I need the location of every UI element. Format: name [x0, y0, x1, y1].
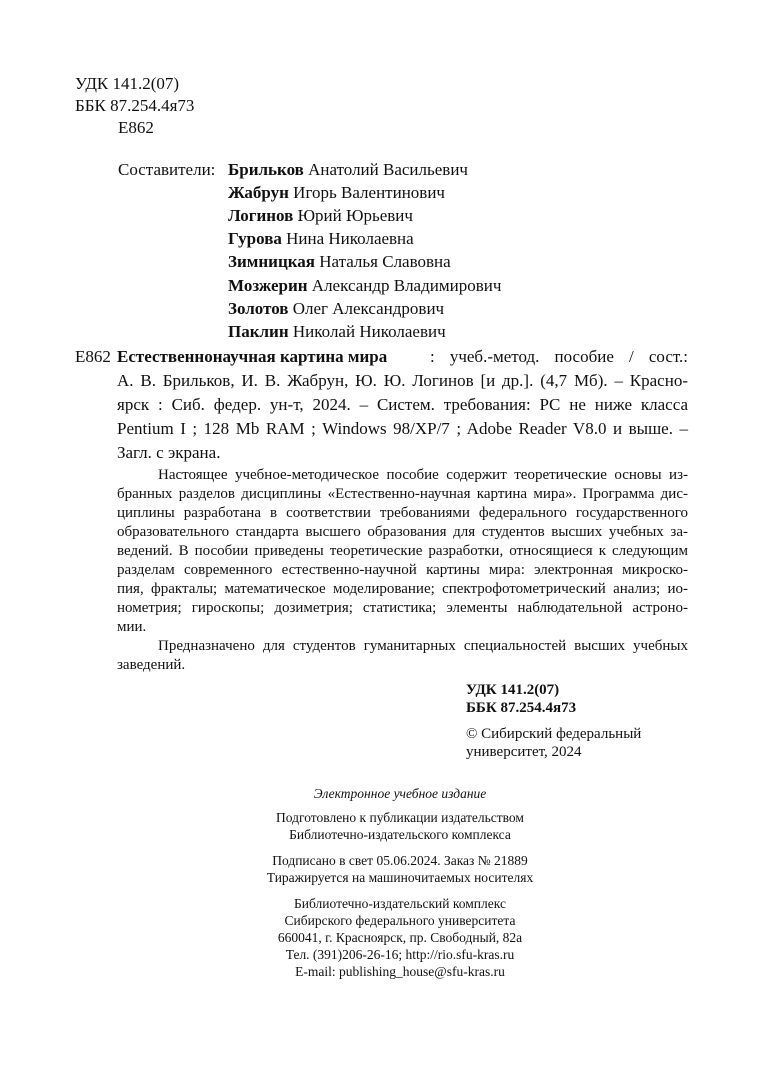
biblio-code: Е862: [75, 347, 111, 366]
udk: УДК 141.2(07): [75, 74, 180, 93]
compiler-name: Олег Александрович: [292, 298, 445, 318]
author-code: Е862: [118, 118, 154, 137]
compiler: [228, 206, 413, 226]
biblio-title: [117, 347, 387, 367]
abstract-line: пия, фракталы; математическое моделирование; спектрофотометрический анализ; ио-: [117, 581, 688, 597]
udk-bottom: УДК 141.2(07): [466, 682, 560, 698]
imprint-line: Библиотечно-издательский комплекс: [294, 896, 506, 911]
edition-type: Электронное учебное издание: [313, 786, 487, 801]
imprint-line: E-mail: publishing_house@sfu-kras.ru: [295, 964, 505, 979]
compiler-surname: Гурова: [228, 229, 282, 249]
abstract-line: ведений. В пособии приведены теоретические разработки, относящиеся к следующим: [117, 543, 688, 559]
copyright: университет, 2024: [466, 744, 582, 760]
compiler-name: Александр Владимирович: [311, 275, 502, 295]
compiler-name: Юрий Юрьевич: [297, 206, 413, 226]
compiler-surname: Мозжерин: [228, 275, 308, 295]
bbk: ББК 87.254.4я73: [75, 96, 195, 115]
biblio-line: Pentium I ; 128 Mb RAM ; Windows 98/XP/7 ; Adobe Reader V8.0 и выше. –: [117, 419, 688, 438]
biblio-line: : учеб.-метод. пособие / сост.:: [430, 347, 688, 366]
abstract-line: Предназначено для студентов гуманитарных специальностей высших учебных: [158, 638, 688, 654]
compiler-name: Анатолий Васильевич: [308, 160, 468, 179]
abstract-line: бранных разделов дисциплины «Естественно-научная картина мира». Программа дис-: [117, 486, 688, 502]
compiler: [228, 160, 468, 180]
bbk-bottom: ББК 87.254.4я73: [466, 700, 577, 716]
compiler: [228, 183, 445, 203]
imprint-line: Подготовлено к публикации издательством: [276, 810, 524, 825]
imprint-line: Тел. (391)206-26-16; http://rio.sfu-kras.ru: [285, 947, 515, 962]
compiler-surname: Логинов: [228, 206, 294, 226]
compiler: [228, 252, 451, 272]
compilers-label: Составители:: [118, 160, 216, 179]
compiler: [228, 299, 444, 319]
compiler-name: Наталья Славовна: [319, 252, 451, 272]
compiler-surname: Жабрун: [228, 183, 289, 203]
abstract-line: мии.: [117, 619, 147, 635]
abstract-line: заведений.: [117, 657, 186, 673]
compiler-name: Николай Николаевич: [292, 321, 446, 341]
abstract-line: циплины разработана в соответствии требованиями федерального государственного: [117, 505, 688, 521]
imprint-line: Подписано в свет 05.06.2024. Заказ № 21889: [272, 853, 528, 868]
imprint-line: Библиотечно-издательского комплекса: [289, 827, 511, 842]
abstract-line: разделам современного естественно-научной картины мира: электронная микроско-: [117, 562, 688, 578]
compiler-surname: Зимницкая: [228, 252, 315, 272]
book-title: Естественнонаучная картина мира: [117, 347, 388, 366]
imprint-line: Сибирского федерального университета: [284, 913, 516, 928]
compiler-name: Нина Николаевна: [286, 229, 414, 249]
compiler: [228, 322, 446, 342]
compiler-surname: Брильков: [228, 160, 304, 179]
abstract-line: образовательного стандарта высшего образования для студентов высших учебных за-: [117, 524, 688, 540]
imprint-line: 660041, г. Красноярск, пр. Свободный, 82а: [277, 930, 523, 945]
abstract-line: нометрия; гироскопы; дозиметрия; статистика; элементы наблюдательной астроно-: [117, 600, 688, 616]
imprint-line: Тиражируется на машиночитаемых носителях: [266, 870, 534, 885]
compiler-surname: Золотов: [228, 298, 289, 318]
compiler: [228, 276, 501, 296]
abstract-line: Настоящее учебное-методическое пособие содержит теоретические основы из-: [158, 467, 688, 483]
biblio-line: ярск : Сиб. федер. ун-т, 2024. – Систем. требования: PC не ниже класса: [117, 395, 688, 414]
compiler-name: Игорь Валентинович: [293, 183, 445, 203]
compiler: [228, 229, 414, 249]
compiler-surname: Паклин: [228, 321, 289, 341]
copyright: © Сибирский федеральный: [466, 726, 642, 742]
biblio-line: А. В. Брильков, И. В. Жабрун, Ю. Ю. Логинов [и др.]. (4,7 Мб). – Красно-: [117, 371, 688, 390]
biblio-line: Загл. с экрана.: [117, 443, 221, 462]
